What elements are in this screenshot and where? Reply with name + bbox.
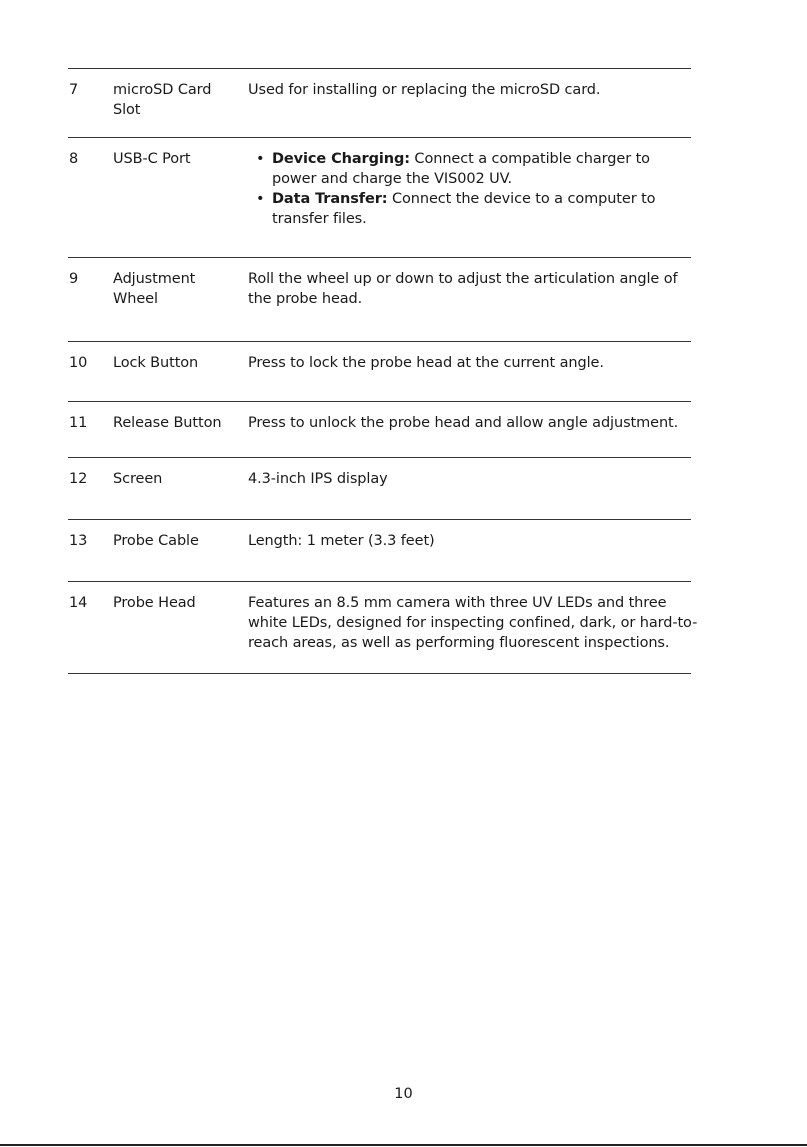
feature-term: Data Transfer: xyxy=(272,191,388,207)
component-name: Probe Cable xyxy=(113,533,199,549)
feature-text: Connect the device to a computer to transfer files. xyxy=(272,191,656,227)
component-name: Screen xyxy=(113,471,163,487)
component-description: Roll the wheel up or down to adjust the articulation angle of the probe head. xyxy=(248,271,678,307)
table-row xyxy=(68,342,691,402)
component-table xyxy=(68,68,698,674)
component-name: Probe Head xyxy=(113,595,196,611)
table-row xyxy=(68,582,698,674)
component-name: USB-C Port xyxy=(113,151,191,167)
component-description: Press to unlock the probe head and allow angle adjustment. xyxy=(248,415,679,431)
bullet-icon: • xyxy=(256,191,265,207)
component-name: microSD Card Slot xyxy=(113,82,212,118)
table-row xyxy=(68,402,691,458)
bullet-icon: • xyxy=(256,151,265,167)
table-row xyxy=(68,138,691,258)
bottom-divider xyxy=(0,1144,807,1146)
feature-text: Connect a compatible charger to power and charge the VIS002 UV. xyxy=(272,151,650,187)
table-row xyxy=(68,69,691,138)
component-description: Length: 1 meter (3.3 feet) xyxy=(248,533,435,549)
row-number: 11 xyxy=(69,415,88,431)
table-row xyxy=(68,258,691,342)
page-number: 10 xyxy=(394,1086,413,1102)
feature-term: Device Charging: xyxy=(272,151,410,167)
list-item xyxy=(248,189,698,229)
row-number: 12 xyxy=(69,471,88,487)
list-item xyxy=(248,149,698,189)
row-number: 9 xyxy=(69,271,79,287)
component-description: Press to lock the probe head at the current angle. xyxy=(248,355,604,371)
component-name: Lock Button xyxy=(113,355,199,371)
component-description xyxy=(248,149,698,229)
component-description: 4.3-inch IPS display xyxy=(248,471,388,487)
table-row xyxy=(68,458,691,520)
row-number: 13 xyxy=(69,533,88,549)
component-description: Features an 8.5 mm camera with three UV LEDs and three white LEDs, designed for inspecting confined, dark, or hard-to-reach areas, as well as performing fluorescent inspections. xyxy=(248,595,698,651)
component-description: Used for installing or replacing the microSD card. xyxy=(248,82,601,98)
component-name: Adjustment Wheel xyxy=(113,271,196,307)
row-number: 10 xyxy=(69,355,88,371)
feature-list xyxy=(248,149,698,229)
row-number: 7 xyxy=(69,82,79,98)
row-number: 14 xyxy=(69,595,88,611)
table-row xyxy=(68,520,691,582)
row-number: 8 xyxy=(69,151,79,167)
component-name: Release Button xyxy=(113,415,222,431)
